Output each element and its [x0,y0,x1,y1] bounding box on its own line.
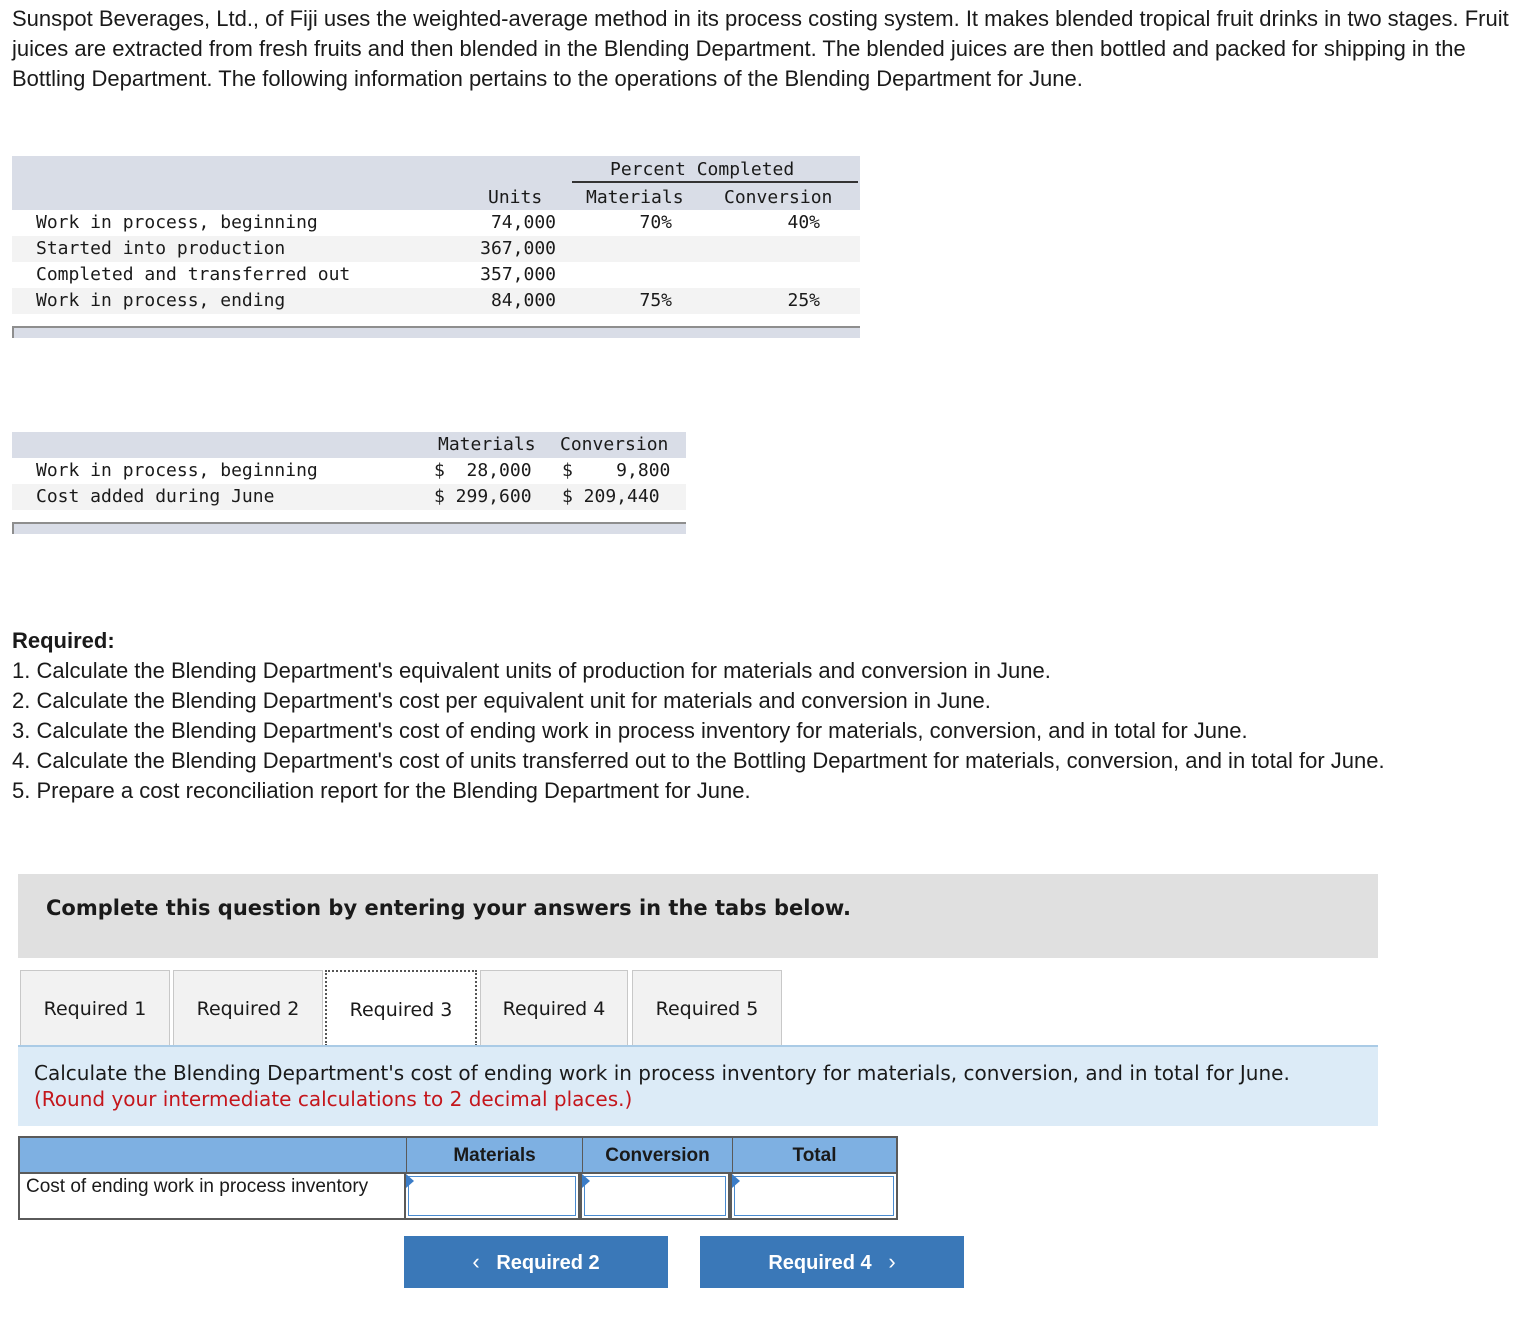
next-button-label: Required 4 [768,1252,872,1274]
table-row [12,458,686,484]
row-conversion: $ 209,440 [562,486,660,507]
row-label: Cost added during June [36,486,275,507]
col-materials: Materials [586,187,684,208]
table-row [12,288,860,314]
tab-required-1[interactable]: Required 1 [20,970,170,1046]
total-input-cell [730,1172,898,1220]
col-units: Units [488,187,543,208]
row-label: Started into production [36,238,286,259]
problem-intro: Sunspot Beverages, Ltd., of Fiji uses the weighted-average method in its process costing system. It makes blended tropical fruit drinks in two stages. Fruit juices are extracted from fresh fruits and then blended in the Blending Department. The blended juices are then bottled and packed for shipping in the Bottling Department. The following information pertains to the operations of the Blending Department for June. [12,6,1509,91]
instruction-panel [18,1045,1378,1126]
col-conversion: Conversion [560,434,669,455]
panel-instruction: Calculate the Blending Department's cost of ending work in process inventory for materials, conversion, and in total for June. [34,1061,1290,1085]
row-label: Cost of ending work in process inventory [26,1176,369,1197]
tab-required-5[interactable]: Required 5 [632,970,782,1046]
conversion-input[interactable] [584,1176,726,1216]
required-item-2: 2. Calculate the Blending Department's cost per equivalent unit for materials and conversion in June. [12,688,991,713]
table-footer [12,326,860,338]
rounding-note: (Round your intermediate calculations to 2 decimal places.) [34,1087,633,1111]
next-required-button[interactable] [700,1236,964,1288]
conversion-input-cell [580,1172,730,1220]
tab-required-4[interactable]: Required 4 [480,970,628,1046]
required-item-5: 5. Prepare a cost reconciliation report for the Blending Department for June. [12,778,751,803]
col-total: Total [732,1138,896,1176]
row-materials: 70% [639,212,672,233]
row-conversion: 25% [787,290,820,311]
row-units: 357,000 [480,264,556,285]
total-input[interactable] [734,1176,894,1216]
required-heading: Required: [12,628,115,653]
materials-input[interactable] [408,1176,576,1216]
units-table-header [12,156,860,210]
required-item-3: 3. Calculate the Blending Department's cost of ending work in process inventory for materials, conversion, and in total for June. [12,718,1248,743]
required-section [12,626,1517,806]
answer-table [18,1136,898,1220]
input-marker-icon [406,1174,414,1188]
required-item-1: 1. Calculate the Blending Department's equivalent units of production for materials and conversion in June. [12,658,1051,683]
table-row [12,262,860,288]
materials-input-cell [404,1172,580,1220]
chevron-right-icon: › [888,1249,896,1274]
row-conversion: 40% [787,212,820,233]
table-row [12,484,686,510]
percent-completed-header: Percent Completed [610,159,795,180]
costs-table [12,432,686,534]
header-underline [572,181,858,183]
required-item-4: 4. Calculate the Blending Department's cost of units transferred out to the Bottling Department for materials, conversion, and in total for June. [12,748,1385,773]
table-row [12,236,860,262]
banner-text: Complete this question by entering your answers in the tabs below. [46,896,851,920]
input-marker-icon [582,1174,590,1188]
answer-table-header [18,1136,898,1174]
row-label: Work in process, ending [36,290,286,311]
row-units: 367,000 [480,238,556,259]
row-materials: $ 299,600 [434,486,532,507]
row-label: Completed and transferred out [36,264,351,285]
row-materials: 75% [639,290,672,311]
row-label: Work in process, beginning [36,460,318,481]
instructions-banner [18,874,1378,958]
prev-button-label: Required 2 [496,1252,600,1274]
row-conversion: $ 9,800 [562,460,671,481]
table-footer [12,522,686,534]
row-label: Work in process, beginning [36,212,318,233]
row-units: 84,000 [490,290,556,311]
costs-table-header [12,432,686,458]
tab-required-2[interactable]: Required 2 [173,970,323,1046]
col-conversion: Conversion [724,187,833,208]
input-marker-icon [732,1174,740,1188]
row-materials: $ 28,000 [434,460,532,481]
prev-required-button[interactable] [404,1236,668,1288]
col-materials: Materials [406,1138,582,1176]
table-row [12,210,860,236]
chevron-left-icon: ‹ [472,1249,480,1274]
tab-required-3[interactable]: Required 3 [325,970,477,1046]
units-table [12,156,860,338]
col-materials: Materials [438,434,536,455]
row-units: 74,000 [490,212,556,233]
col-conversion: Conversion [582,1138,732,1176]
